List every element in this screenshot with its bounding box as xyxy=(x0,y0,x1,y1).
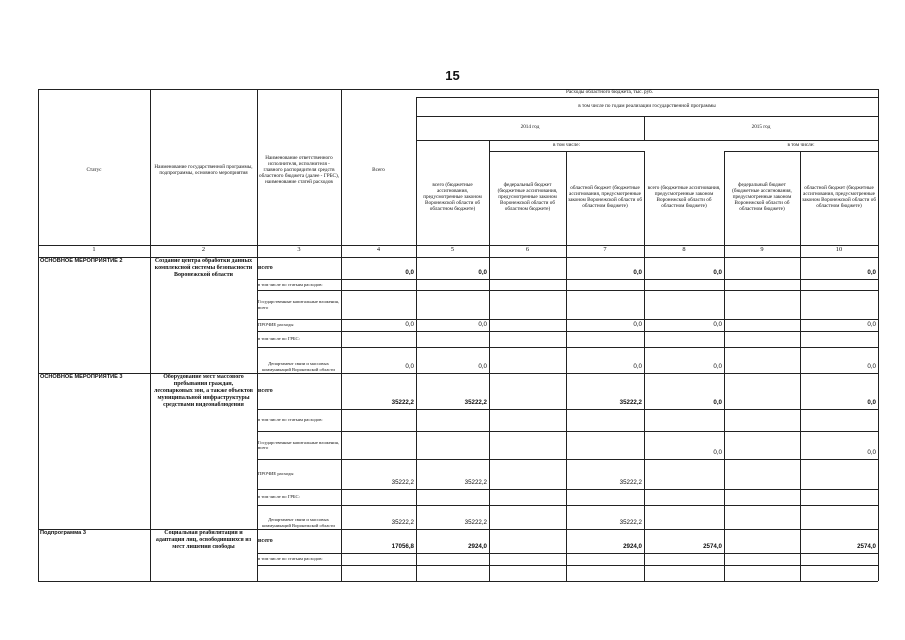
value-cell: 0,0 xyxy=(478,363,487,370)
table-hline xyxy=(257,505,878,506)
header-federal-2014: федеральный бюджет (бюджетные ассигнования, предусмотренные законом Воронежской области об областном бюджете) xyxy=(497,182,558,212)
table-hline xyxy=(257,279,878,280)
value-cell: 2924,0 xyxy=(623,543,642,550)
column-number: 7 xyxy=(603,246,607,253)
value-cell: 35222,2 xyxy=(391,479,414,486)
row-status: ОСНОВНОЕ МЕРОПРИЯТИЕ 3 xyxy=(40,374,123,380)
value-cell: 35222,2 xyxy=(619,519,642,526)
value-cell: 0,0 xyxy=(405,321,414,328)
table-vline xyxy=(878,89,879,581)
value-cell: 0,0 xyxy=(405,269,414,276)
value-cell: 35222,2 xyxy=(619,479,642,486)
value-cell: 0,0 xyxy=(633,269,642,276)
header-expenses-title: Расходы областного бюджета, тыс. руб. xyxy=(565,89,654,96)
table-hline xyxy=(257,553,878,554)
table-vline xyxy=(724,151,725,581)
value-cell: 2924,0 xyxy=(468,543,487,550)
header-regional-2014: областной бюджет (бюджетные ассигнования, предусмотренные законом Воронежской области об областном бюджете) xyxy=(568,185,642,209)
value-cell: 35222,2 xyxy=(464,399,487,406)
table-hline xyxy=(257,319,878,320)
value-cell: 0,0 xyxy=(478,321,487,328)
header-year-2014: 2014 год xyxy=(520,124,540,131)
value-cell: 2574,0 xyxy=(703,543,722,550)
column-number: 3 xyxy=(297,246,301,253)
header-regional-2015: областной бюджет (бюджетные ассигнования, предусмотренные законом Воронежской области об областном бюджете) xyxy=(802,185,876,209)
value-cell: 35222,2 xyxy=(619,399,642,406)
budget-table xyxy=(38,89,878,581)
column-number: 6 xyxy=(525,246,530,253)
table-hline xyxy=(257,489,878,490)
row-status: ОСНОВНОЕ МЕРОПРИЯТИЕ 2 xyxy=(40,258,123,264)
row-label: в том числе по статьям расходов: xyxy=(258,556,323,562)
table-hline xyxy=(257,409,878,410)
column-number: 1 xyxy=(92,246,96,253)
row-label: всего xyxy=(258,264,273,272)
row-label: Государственные капитальные вложения, всего xyxy=(258,439,339,450)
row-program-name: Оборудование мест массового пребывания граждан, лесопарковых зон, а также объектов муниципальной инфраструктуры средствами видеонаблюдения xyxy=(154,374,253,408)
column-number: 9 xyxy=(760,246,764,253)
value-cell: 0,0 xyxy=(713,399,722,406)
column-number: 4 xyxy=(376,246,381,253)
row-status: Подпрограмма 3 xyxy=(40,530,86,536)
table-hline xyxy=(257,565,878,566)
header-executor: Наименование ответственного исполнителя, исполнителя - главного распорядителя средств областного бюджета (далее - ГРБС), наименование статей расходов xyxy=(259,155,339,185)
value-cell: 0,0 xyxy=(713,363,722,370)
row-label: Государственные капитальные вложения, всего xyxy=(258,299,339,310)
column-number: 10 xyxy=(835,246,843,253)
value-cell: 35222,2 xyxy=(391,519,414,526)
value-cell: 0,0 xyxy=(867,269,876,276)
row-label: Департамент связи и массовых коммуникаций Воронежской области xyxy=(262,517,335,528)
table-vline xyxy=(341,89,342,581)
value-cell: 35222,2 xyxy=(391,399,414,406)
value-cell: 2574,0 xyxy=(857,543,876,550)
value-cell: 0,0 xyxy=(867,399,876,406)
header-federal-2015: федеральный бюджет (бюджетные ассигнования, предусмотренные законом Воронежской области об областном бюджете) xyxy=(732,182,792,212)
value-cell: 0,0 xyxy=(713,449,722,456)
value-cell: 0,0 xyxy=(478,269,487,276)
table-vline xyxy=(489,140,490,581)
table-vline xyxy=(150,89,151,581)
value-cell: 17056,8 xyxy=(391,543,414,550)
header-alloc-2014: всего (бюджетные ассигнования, предусмотренные законом Воронежской области об областном бюджете) xyxy=(423,182,482,212)
header-total: Всего xyxy=(372,167,385,174)
table-hline xyxy=(257,331,878,332)
value-cell: 0,0 xyxy=(867,363,876,370)
table-vline xyxy=(38,89,39,581)
value-cell: 0,0 xyxy=(713,321,722,328)
value-cell: 0,0 xyxy=(713,269,722,276)
table-vline xyxy=(416,97,417,581)
value-cell: 0,0 xyxy=(867,321,876,328)
value-cell: 0,0 xyxy=(867,449,876,456)
value-cell: 0,0 xyxy=(405,363,414,370)
row-label: всего xyxy=(258,387,273,395)
value-cell: 0,0 xyxy=(633,321,642,328)
row-label: ПРОЧИЕ расходы xyxy=(258,471,294,477)
header-status: Статус xyxy=(86,167,102,174)
header-incl-2015: в том числе: xyxy=(787,141,815,148)
column-number: 5 xyxy=(450,246,455,253)
value-cell: 35222,2 xyxy=(464,519,487,526)
column-number: 2 xyxy=(201,246,206,253)
header-program-name: Наименование государственной программы, подпрограммы, основного мероприятия xyxy=(154,164,253,176)
column-number: 8 xyxy=(682,246,686,253)
table-hline xyxy=(257,347,878,348)
value-cell: 35222,2 xyxy=(464,479,487,486)
value-cell: 0,0 xyxy=(633,363,642,370)
header-year-2015: 2015 год xyxy=(751,124,771,131)
table-hline xyxy=(257,459,878,460)
row-program-name: Создание центра обработки данных комплексной системы безопасности Воронежской области xyxy=(154,258,253,278)
header-by-years: в том числе по годам реализации государственной программы xyxy=(578,102,716,109)
page-number: 15 xyxy=(445,68,460,83)
row-program-name: Социальная реабилитация и адаптация лиц, освободившихся из мест лишения свободы xyxy=(155,530,252,550)
row-label: в том числе по ГРБС: xyxy=(258,494,300,500)
header-alloc-2015: всего (бюджетные ассигнования, предусмотренные законом Воронежской области об областном бюджете) xyxy=(647,185,721,209)
row-label: в том числе по статьям расходов: xyxy=(258,417,323,423)
table-hline xyxy=(257,431,878,432)
header-incl-2014: в том числе: xyxy=(552,141,581,148)
row-label: Департамент связи и массовых коммуникаций Воронежской области xyxy=(262,361,335,372)
row-label: в том числе по статьям расходов: xyxy=(258,281,323,287)
row-label: всего xyxy=(258,537,273,545)
row-label: в том числе по ГРБС: xyxy=(258,336,300,342)
table-hline xyxy=(257,290,878,291)
row-label: ПРОЧИЕ расходы xyxy=(258,322,294,328)
